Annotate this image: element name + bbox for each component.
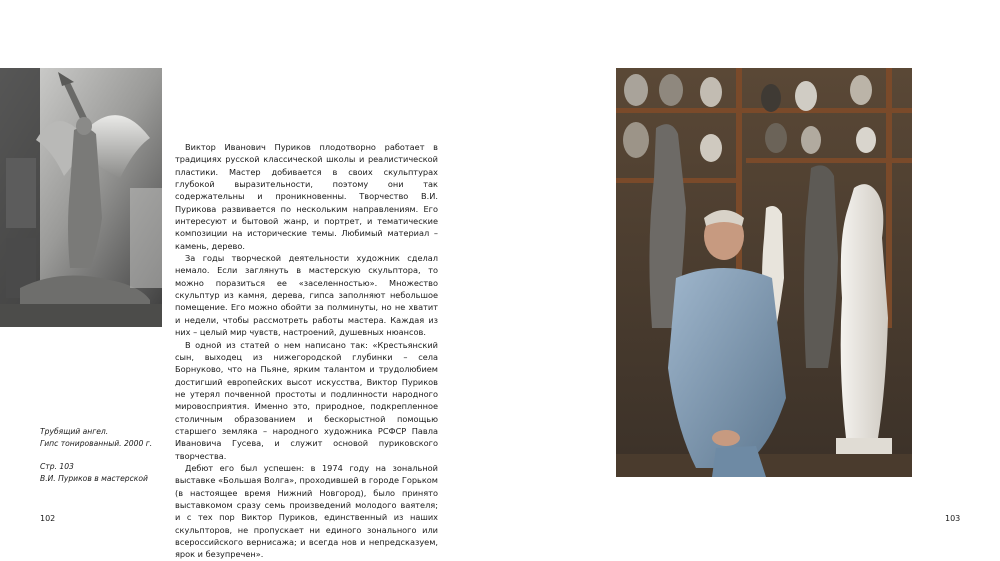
angel-sculpture-image <box>0 68 162 327</box>
sculptor-workshop-image <box>616 68 912 477</box>
angel-caption-title: Трубящий ангел. <box>40 427 109 436</box>
angel-caption <box>40 426 170 449</box>
portrait-caption <box>40 461 170 484</box>
angel-caption-material: Гипс тонированный. 2000 г. <box>40 438 153 448</box>
page-number-left: 102 <box>40 514 56 523</box>
angel-sculpture-photo <box>0 68 162 327</box>
portrait-caption-text: В.И. Пуриков в мастерской <box>40 473 148 483</box>
paragraph-1: Виктор Иванович Пуриков плодотворно работает в традициях русской классической школы и реалистической пластики. Мастер добивается в своих скульптурах глубокой выразительности, поэтому они так содержательны и проникновенны. Творчество В.И. Пурикова развивается по нескольким направлениям. Его интересуют и бытовой жанр, и портрет, и тематические композиции на исторические темы. Любимый материал – камень, дерево. <box>175 142 438 251</box>
page-number-right: 103 <box>945 514 961 523</box>
paragraph-3: В одной из статей о нем написано так: «Крестьянский сын, выходец из нижегородской глубинки – села Борнуково, что на Пьяне, ярким талантом и трудолюбием достигший европейских высот искусства, Виктор Пуриков не утерял почвенной простоты и подлинности народного мировосприятия. Именно это, природное, подкрепленное столичным образованием и бескорыстной помощью старшего земляка – народного художника РСФСР Павла Ивановича Гусева, и служит основой пуриковского творчества. <box>175 339 438 461</box>
article-body <box>175 141 438 561</box>
portrait-caption-page-ref: Стр. 103 <box>40 462 74 471</box>
sculptor-workshop-photo <box>616 68 912 477</box>
paragraph-2: За годы творческой деятельности художник сделал немало. Если заглянуть в мастерскую скульптора, то можно поразиться ее «заселенностью». Множество скульптур из камня, дерева, гипса заполняют небольшое помещение. Его можно обойти за полминуты, но не хватит и недели, чтобы рассмотреть работы мастера. Каждая из них – целый мир чувств, настроений, душевных нюансов. <box>175 253 438 338</box>
paragraph-4: Дебют его был успешен: в 1974 году на зональной выставке «Большая Волга», проходившей в городе Горьком (в настоящее время Нижний Новгород), было принято выставкомом сразу семь произведений молодого ваятеля; и с тех пор Виктор Пуриков, единственный из наших скульпторов, не пропускает ни единого зонального или всероссийского вернисажа; и всегда нов и непредсказуем, ярок и безупречен». <box>175 462 438 560</box>
